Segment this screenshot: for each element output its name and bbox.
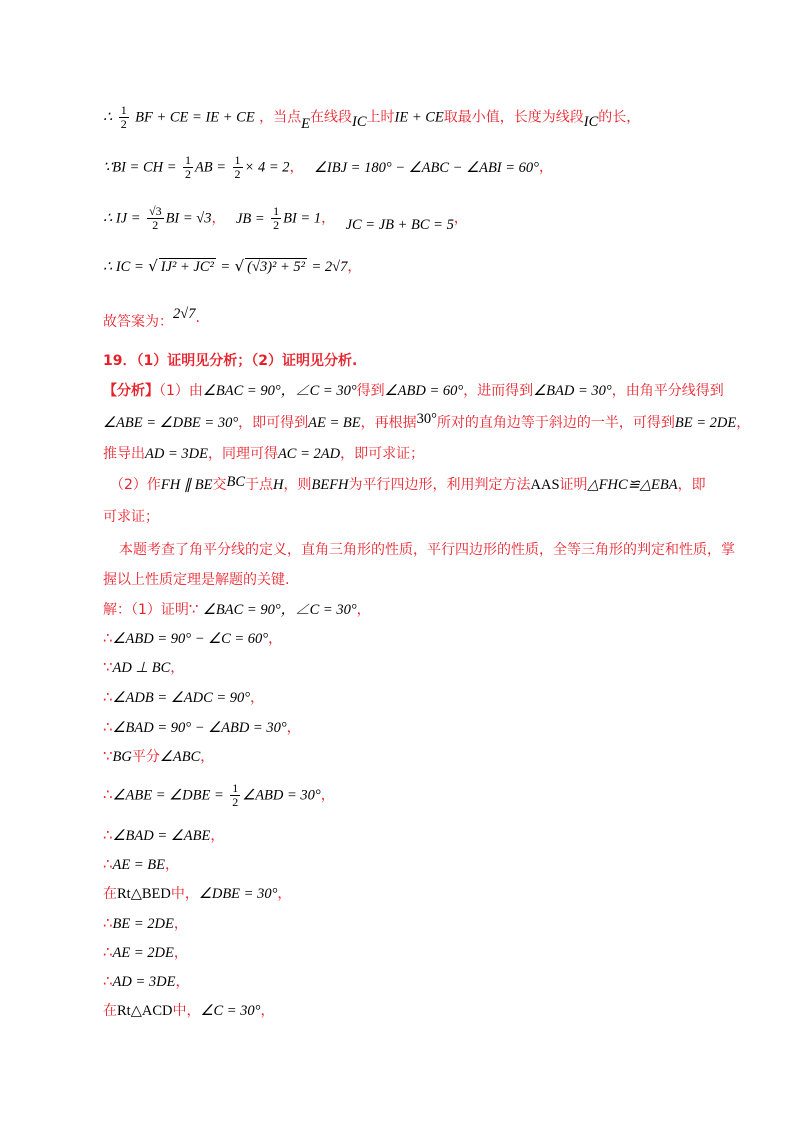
line-4: [103, 256, 361, 277]
proof-step-5: [103, 746, 214, 767]
frac-num: 1: [273, 204, 280, 218]
text: 的长，: [598, 109, 641, 126]
text: 所对的直角边等于斜边的一半，可得到: [436, 415, 675, 431]
text: 可求证；: [103, 509, 159, 525]
math: ∵BI = CH =: [103, 159, 177, 176]
proof-step-9: [103, 884, 291, 904]
frac-den: 2: [184, 167, 191, 181]
analysis-line-3: [103, 444, 424, 464]
comma: ，: [321, 210, 336, 227]
math: × 4 = 2: [244, 159, 290, 176]
proof-step-13: [103, 1001, 274, 1021]
proof-step-12: [103, 971, 190, 992]
math: ∠BAD = ∠ABE: [112, 828, 211, 844]
math: FH ∥ BE: [160, 477, 213, 493]
therefore-symbol: ∴: [103, 855, 113, 873]
comma: ，: [250, 690, 265, 706]
frac-num: 1: [120, 103, 127, 117]
math: AC = 2AD: [277, 446, 341, 462]
frac-num: 1: [234, 153, 241, 167]
proof-step-8: [103, 854, 179, 875]
comma: ，: [268, 631, 283, 647]
math-expr: BF + CE = IE + CE: [135, 109, 255, 126]
frac-den: 2: [232, 795, 239, 809]
comma: ，: [347, 259, 362, 275]
therefore-symbol: ∴: [103, 629, 113, 647]
math: AD ⊥ BC: [112, 660, 171, 676]
summary-line-2: [103, 570, 289, 590]
math: AAS: [530, 477, 560, 493]
math-therefore: ∴: [103, 109, 113, 126]
math: AE = BE: [112, 857, 166, 873]
math: ∠BAD = 30°: [533, 383, 612, 399]
math: ∠ABD = 30°: [242, 787, 321, 804]
comma: ，: [210, 828, 225, 844]
analysis-line-2: [103, 413, 750, 433]
because-symbol: ∵: [103, 658, 113, 676]
math: AD = 3DE: [112, 974, 176, 990]
frac-den: 2: [273, 218, 280, 232]
math: ∠DBE = 30°: [198, 886, 278, 902]
frac-num: 1: [184, 153, 191, 167]
math-equals: =: [220, 259, 231, 275]
math: IC: [352, 113, 367, 130]
proof-step-4: [103, 717, 301, 738]
therefore-symbol: ∴: [103, 718, 113, 736]
frac-num: √3: [148, 204, 162, 218]
therefore-symbol: ∴: [103, 914, 113, 932]
comma: ，: [289, 159, 304, 176]
comma: ，: [277, 886, 292, 902]
comma: ，: [320, 787, 335, 804]
math: = 2√7: [311, 259, 348, 275]
because-symbol: ∵: [188, 600, 199, 618]
math: BEFH: [311, 477, 349, 493]
analysis-line-5: [103, 507, 159, 527]
math: E: [301, 115, 311, 132]
text: 为平行四边形，利用判定方法: [348, 477, 531, 493]
therefore-symbol: ∴: [103, 943, 113, 961]
text: ，当点: [259, 109, 302, 126]
comma: ，: [538, 159, 553, 176]
math: IE + CE: [394, 109, 444, 126]
radical-icon: √: [148, 257, 158, 275]
text: ，再根据: [360, 415, 417, 431]
math: ∠BAD = 90° − ∠ABD = 30°: [112, 720, 287, 736]
math: BI = √3: [165, 210, 212, 227]
comma: ，: [211, 210, 226, 227]
math: 30°: [416, 411, 437, 427]
text: ，由角平分线得到: [611, 383, 724, 399]
text: ，进而得到: [463, 383, 534, 399]
line-1: [103, 104, 640, 131]
fraction-sqrt3-half: [147, 205, 164, 232]
proof-step-6: [103, 782, 335, 809]
text: 交: [212, 477, 227, 493]
math: ∠ADB = ∠ADC = 90°: [112, 690, 251, 706]
text: 上时: [366, 109, 395, 126]
frac-num: 1: [232, 781, 239, 795]
proof-step-3: [103, 687, 264, 708]
frac-den: 2: [120, 117, 127, 131]
text: 平分: [131, 749, 160, 765]
line-3: [103, 205, 468, 232]
math: BI = 1: [283, 210, 322, 227]
question-19-heading: [103, 351, 357, 371]
text: 在: [103, 886, 117, 902]
math: ∠BAC = 90°，∠C = 30°: [202, 602, 357, 618]
math: ∴ IC =: [103, 259, 144, 275]
summary-line-1: [119, 540, 735, 560]
text: 中，: [172, 1003, 201, 1019]
comma: ，: [356, 602, 371, 618]
line-2: [103, 154, 553, 181]
math: AD = 3DE: [145, 446, 208, 462]
comma: ，: [170, 660, 185, 676]
math: △FHC≌△EBA: [587, 477, 678, 493]
text: 得到: [356, 383, 385, 399]
comma: ，: [200, 749, 215, 765]
text: 中，: [170, 886, 199, 902]
math: BC: [226, 474, 245, 490]
math: Rt△ACD: [117, 1003, 173, 1019]
math: ∠ABC: [159, 749, 201, 765]
math: ∠ABE = ∠DBE =: [112, 787, 224, 804]
fraction-half: [230, 782, 240, 809]
frac-den: 2: [234, 167, 241, 181]
math: AE = BE: [308, 415, 361, 431]
text: 本题考查了角平分线的定义，直角三角形的性质，平行四边形的性质，全等三角形的判定和性质，掌: [119, 542, 735, 558]
math: ∠BAC = 90°，∠C = 30°: [202, 383, 357, 399]
math: ∠C = 30°: [200, 1003, 261, 1019]
comma: ，: [286, 720, 301, 736]
proof-step-1: [103, 628, 282, 649]
period: .: [195, 310, 200, 326]
math: ∠ABE = ∠DBE = 30°: [103, 415, 239, 431]
text: （1）由: [159, 383, 203, 399]
analysis-line-1: [103, 381, 724, 401]
math: H: [273, 477, 284, 493]
answer-label: 故答案为：: [103, 314, 173, 330]
answer-line: [103, 308, 200, 328]
proof-step-2: [103, 657, 184, 678]
frac-den: 2: [152, 218, 159, 232]
text: 解：（1）证明: [103, 602, 189, 618]
math: BE = 2DE: [112, 916, 174, 932]
therefore-symbol: ∴: [103, 688, 113, 706]
solution-line-1: [103, 599, 371, 620]
math: ∠IBJ = 180° − ∠ABC − ∠ABI = 60°: [313, 159, 539, 176]
fraction-half: [183, 154, 193, 181]
math: ∴ IJ =: [103, 210, 141, 227]
proof-step-11: [103, 942, 188, 963]
comma: ，: [165, 857, 180, 873]
comma: ，: [736, 415, 751, 431]
text: ，即可得到: [238, 415, 309, 431]
math: BE = 2DE: [674, 415, 737, 431]
math: Rt△BED: [117, 886, 171, 902]
proof-step-7: [103, 825, 224, 846]
text: ，即可求证；: [340, 446, 425, 462]
therefore-symbol: ∴: [103, 785, 113, 804]
analysis-line-4: [110, 475, 706, 495]
comma: ，: [175, 974, 190, 990]
math-sqrt: IJ² + JC²: [160, 259, 214, 275]
math: JB =: [235, 210, 265, 227]
text: 取最小值，长度为线段: [443, 109, 584, 126]
text: 证明: [559, 477, 588, 493]
because-symbol: ∵: [103, 747, 113, 765]
text: 于点: [245, 477, 273, 493]
analysis-tag: 【分析】: [103, 383, 159, 399]
comma: ，: [173, 945, 188, 961]
answer-value: 2√7: [173, 306, 196, 322]
comma: ，: [173, 916, 188, 932]
text: 握以上性质定理是解题的关键.: [103, 572, 290, 588]
fraction-half: [271, 205, 281, 232]
comma: ，: [453, 210, 468, 227]
proof-step-10: [103, 913, 188, 934]
text: 在: [103, 1003, 117, 1019]
comma: ，: [260, 1003, 275, 1019]
text: （2）作: [110, 477, 161, 493]
text: 在线段: [310, 109, 353, 126]
therefore-symbol: ∴: [103, 826, 113, 844]
text: 推导出: [103, 446, 145, 462]
radical-icon: √: [234, 257, 245, 275]
question-heading: 19．（1）证明见分析；（2）证明见分析.: [103, 353, 358, 369]
text: ，即: [677, 477, 706, 493]
math: ∠ABD = 90° − ∠C = 60°: [112, 631, 269, 647]
therefore-symbol: ∴: [103, 972, 113, 990]
text: ，则: [283, 477, 312, 493]
fraction-half: [119, 104, 129, 131]
math: ∠ABD = 60°: [384, 383, 464, 399]
text: ，同理可得: [207, 446, 278, 462]
fraction-half: [233, 154, 243, 181]
math: IC: [583, 113, 599, 130]
math-sqrt: (√3)² + 5²: [247, 259, 306, 275]
math: BG: [112, 749, 132, 765]
math: JC = JB + BC = 5: [345, 216, 454, 233]
math: AB =: [194, 159, 227, 176]
math: AE = 2DE: [112, 945, 174, 961]
